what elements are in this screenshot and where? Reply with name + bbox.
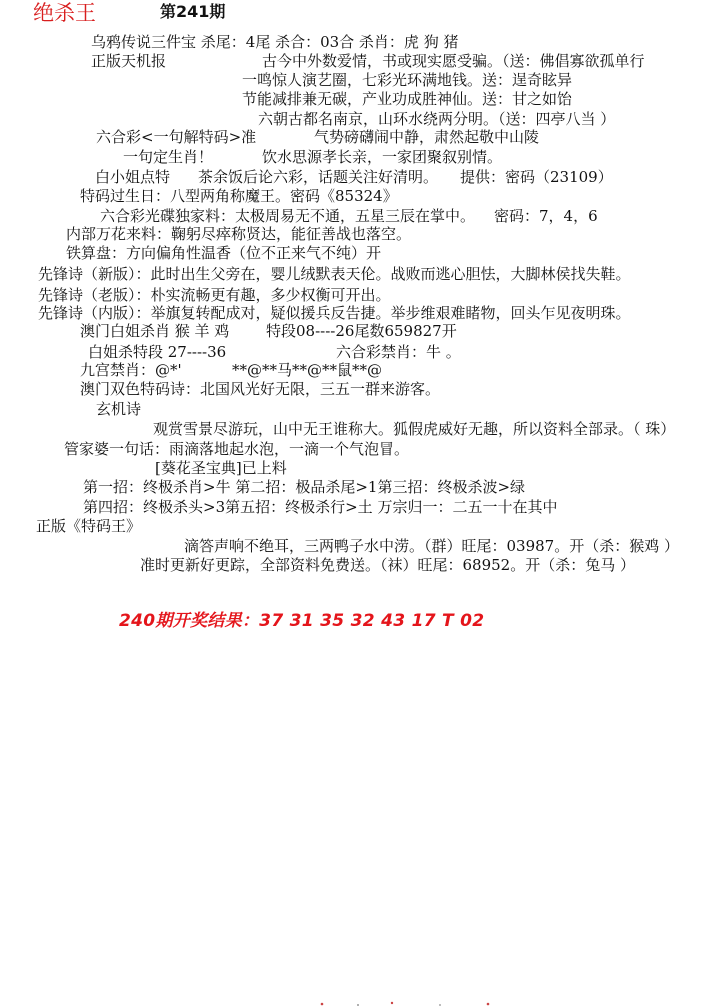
line-disc-material: 六合彩光碟独家料：太极周易无不通，五星三辰在掌中。 xyxy=(100,207,476,225)
section-heading-one-sentence: 六合彩<一句解特码>准 xyxy=(96,128,257,146)
poem-line: 气势磅礴闹中静，肃然起敬中山陵 xyxy=(314,128,540,146)
poem-line: 节能减排兼无碳，产业功成胜神仙。送：甘之如饴 xyxy=(242,90,573,108)
section-heading-zodiac: 一句定生肖！ xyxy=(123,148,214,166)
line-pioneer-inner: 先锋诗（内版）：举旗复转配成对，疑似援兵反告捷。举步维艰难睹物，回头乍见夜明珠。 xyxy=(38,304,631,322)
line-white-kill-range: 白姐杀特段 27----36 xyxy=(88,343,227,361)
poem-line: 准时更新好更踪，全部资料免费送。（袜）旺尾：68952。开（杀：兔马 ） xyxy=(140,556,635,574)
section-heading-tema-king: 正版《特码王》 xyxy=(36,517,142,535)
disc-code: 密码：7，4，6 xyxy=(494,207,598,225)
line-inner-flowers: 内部万花来料：鞠躬尽瘁称贤达，能征善战也落空。 xyxy=(66,225,412,243)
line-pioneer-old: 先锋诗（老版）：朴实流畅更有趣，多少权衡可开出。 xyxy=(38,286,391,304)
line-forbidden-zodiac: 六合彩禁肖：牛 。 xyxy=(336,343,461,361)
line-housekeeper: 管家婆一句话：雨滴落地起水泡，一滴一个气泡冒。 xyxy=(64,440,410,458)
poem-line: 观赏雪景尽游玩，山中无王谁称大。狐假虎威好无趣，所以资料全部录。（ 珠） xyxy=(153,420,676,438)
poem-line: 六朝古都名南京，山环水绕两分明。（送：四亭八当 ） xyxy=(258,110,616,128)
line-moves-2: 第四招：终极杀头>3第五招：终极杀行>土 万宗归一：二五一十在其中 xyxy=(83,498,558,516)
line-special-range: 特段08----26尾数659827开 xyxy=(266,322,457,340)
poem-line: 滴答声响不绝耳，三两鸭子水中涝。（群）旺尾：03987。开（杀：猴鸡 ） xyxy=(184,537,679,555)
poem-line: 茶余饭后论六彩，话题关注好清明。 xyxy=(198,168,439,186)
brand-title: 绝杀王 xyxy=(33,1,96,25)
section-heading-xuanji: 玄机诗 xyxy=(96,400,142,418)
poem-line: 饮水思源孝长亲，一家团聚叙别情。 xyxy=(262,148,503,166)
line-pioneer-new: 先锋诗（新版）：此时出生父旁在，婴儿绒默表天伦。战败而逃心胆怯，大脚林侯找失鞋。 xyxy=(38,265,631,283)
line-macau-double: 澳门双色特码诗：北国风光好无限，三五一群来游客。 xyxy=(80,380,441,398)
line-macau-kill: 澳门白姐杀肖 猴 羊 鸡 xyxy=(80,322,230,340)
line-crow-legend: 乌鸦传说三件宝 杀尾：4尾 杀合：03合 杀肖：虎 狗 猪 xyxy=(91,33,459,51)
issue-number: 第241期 xyxy=(160,2,226,21)
line-birthday: 特码过生日：八型两角称魔王。密码《85324》 xyxy=(80,187,398,205)
line-abacus: 铁算盘：方向偏角性温香（位不正来气不纯）开 xyxy=(66,244,382,262)
line-ninepalace: 九宫禁肖：@*' xyxy=(80,361,182,379)
line-moves-1: 第一招：终极杀肖>牛 第二招：极品杀尾>1第三招：终极杀波>绿 xyxy=(83,478,526,496)
line-ninepalace-codes: **@**马**@**鼠**@ xyxy=(232,361,383,379)
provider-code: 提供：密码（23109） xyxy=(460,168,613,186)
poem-line: 古今中外数爱情，书或现实愿受骗。（送：佛倡寡欲孤单行 xyxy=(262,52,645,70)
scan-noise xyxy=(300,996,540,1008)
section-heading-tianji: 正版天机报 xyxy=(91,52,167,70)
section-heading-white-lady: 白小姐点特 xyxy=(95,168,171,186)
section-heading-sunflower: [葵花圣宝典]已上料 xyxy=(155,459,287,477)
lottery-result: 240期开奖结果：37 31 35 32 43 17 T 02 xyxy=(119,611,485,631)
poem-line: 一鸣惊人演艺圈，七彩光环满地钱。送：逞奇眩异 xyxy=(242,71,573,89)
